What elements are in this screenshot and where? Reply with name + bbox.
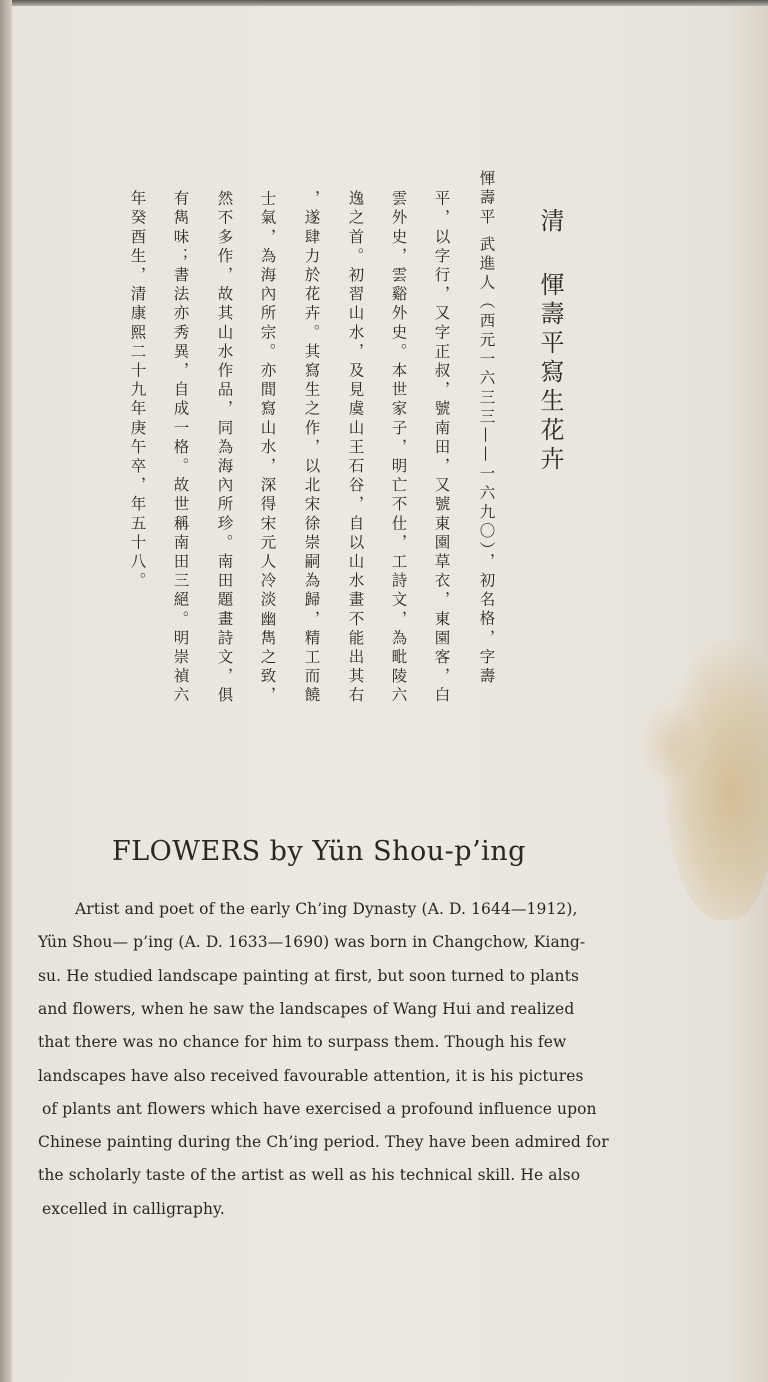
english-line: excelled in calligraphy. <box>42 1200 225 1218</box>
chinese-column: ，遂肆力於花卉。其寫生之作，以北宋徐崇嗣為歸，精工而饒 <box>302 190 321 706</box>
chinese-column: 逸之首。初習山水，及見虞山王石谷，自以山水畫不能出其右 <box>346 190 365 706</box>
water-stain-faint <box>640 700 700 790</box>
chinese-column: 士氣，為海內所宗。亦間寫山水，深得宋元人冷淡幽雋之致， <box>258 190 277 706</box>
chinese-title: 惲壽平寫生花卉 <box>536 272 564 475</box>
chinese-column: 平，以字行，又字正叔，號南田，又號東園草衣，東園客，白 <box>432 190 451 706</box>
english-line: that there was no chance for him to surpass them. Though his few <box>38 1033 567 1051</box>
chinese-column: 雲外史，雲谿外史。本世家子，明亡不仕，工詩文，為毗陵六 <box>389 190 408 706</box>
chinese-column: 年癸酉生，清康熙二十九年庚午卒，年五十八。 <box>128 190 147 592</box>
english-line: Chinese painting during the Ch’ing period. They have been admired for <box>38 1133 609 1151</box>
english-line: and flowers, when he saw the landscapes of Wang Hui and realized <box>38 1000 575 1018</box>
english-line: of plants ant flowers which have exercised a profound influence upon <box>42 1100 597 1118</box>
page-top-edge <box>0 0 768 6</box>
chinese-column: 然不多作，故其山水作品，同為海內所珍。南田題畫詩文，俱 <box>215 190 234 706</box>
english-title: FLOWERS by Yün Shou-p’ing <box>112 836 526 867</box>
english-line: su. He studied landscape painting at first, but soon turned to plants <box>38 967 580 985</box>
english-line: Yün Shou— p’ing (A. D. 1633—1690) was born in Changchow, Kiang- <box>38 933 586 951</box>
english-line: the scholarly taste of the artist as well as his technical skill. He also <box>38 1166 581 1184</box>
chinese-title-dynasty: 清 <box>536 208 564 232</box>
english-line: landscapes have also received favourable attention, it is his pictures <box>38 1067 584 1085</box>
english-line: Artist and poet of the early Ch’ing Dynasty (A. D. 1644—1912), <box>75 900 578 918</box>
chinese-column: 惲壽平 武進人（西元一六三三——一六九〇），初名格，字壽 <box>477 170 496 687</box>
page-binding-edge <box>0 0 12 1382</box>
chinese-column: 有雋味；書法亦秀異，自成一格。故世稱南田三絕。明崇禎六 <box>171 190 190 706</box>
